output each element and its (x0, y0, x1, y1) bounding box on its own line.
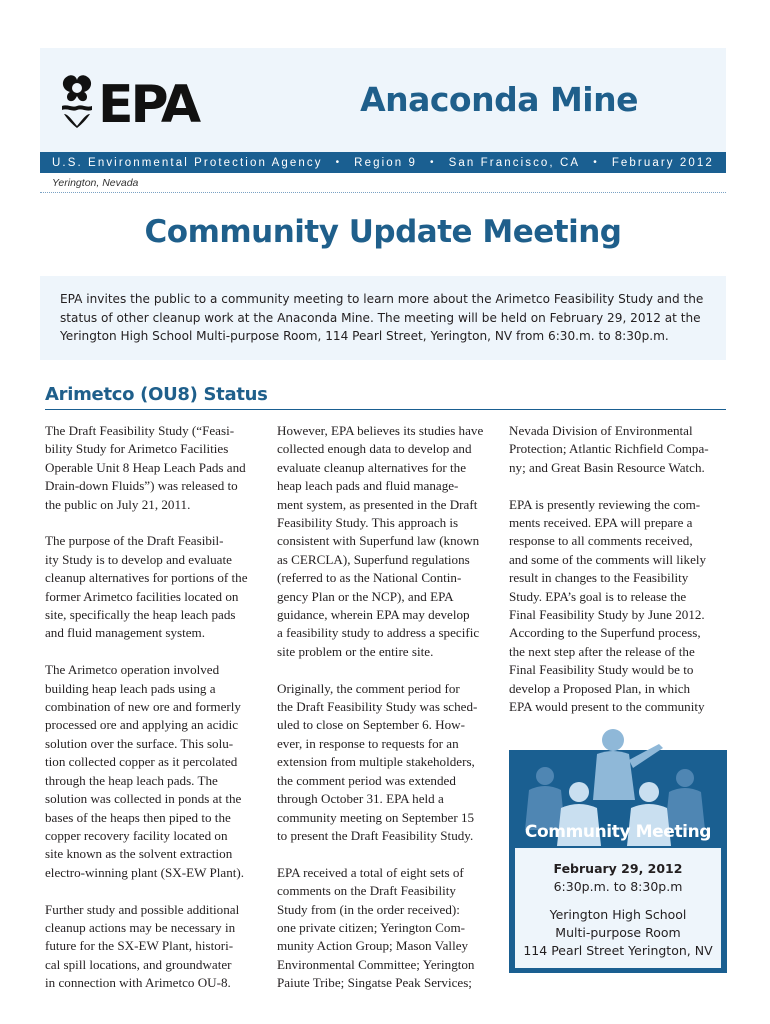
text-line: Environmental Committee; Yerington (277, 956, 475, 972)
text-column-3 (509, 422, 727, 735)
text-line: cleanup actions may be necessary in (45, 919, 236, 935)
text-line: heap leach pads and fluid manage- (277, 478, 459, 494)
paragraph (277, 680, 499, 846)
banner-separator: • (430, 157, 436, 168)
epa-flower-logo-icon (60, 70, 260, 128)
meeting-venue: Yerington High School (549, 907, 687, 922)
text-line: EPA is presently reviewing the com- (509, 496, 701, 512)
card-title: Community Meeting (524, 822, 712, 842)
text-line: Study. EPA’s goal is to release the (509, 588, 687, 604)
text-line: Originally, the comment period for (277, 680, 460, 696)
meeting-address: 114 Pearl Street Yerington, NV (523, 943, 713, 958)
banner-city: San Francisco, CA (448, 156, 581, 169)
paragraph (45, 532, 265, 642)
text-line: electro-winning plant (SX-EW Plant). (45, 864, 245, 880)
text-line: EPA received a total of eight sets of (277, 864, 464, 880)
text-line: ity Study is to develop and evaluate (45, 551, 232, 567)
text-line: extension from multiple stakeholders, (277, 754, 475, 770)
invitation-line: EPA invites the public to a community meeting to learn more about the Arimetco Feasibility Study and the (60, 292, 704, 306)
text-column-2 (277, 422, 499, 1011)
text-line: Operable Unit 8 Heap Leach Pads and (45, 459, 246, 475)
text-line: The Draft Feasibility Study (“Feasi- (45, 423, 235, 438)
text-line: cleanup alternatives for portions of the (45, 570, 248, 586)
paragraph (45, 901, 265, 993)
text-line: According to the Superfund process, (509, 625, 701, 641)
text-line: collected enough data to develop and (277, 441, 472, 457)
text-line: guidance, wherein EPA may develop (277, 607, 470, 623)
text-line: to present the Draft Feasibility Study. (277, 827, 474, 843)
text-line: Final Feasibility Study by June 2012. (509, 607, 705, 623)
text-line: result in changes to the Feasibility (509, 570, 689, 586)
text-line: ny; and Great Basin Resource Watch. (509, 459, 705, 475)
text-line: develop a Proposed Plan, in which (509, 680, 691, 696)
epa-logo (60, 70, 260, 128)
text-line: EPA would present to the community (509, 699, 705, 715)
paragraph (45, 661, 265, 882)
page-headline: Community Update Meeting (144, 214, 622, 250)
text-line: the comment period was extended (277, 772, 456, 788)
text-line: site problem or the entire site. (277, 643, 434, 659)
meeting-time: 6:30p.m. to 8:30p.m (553, 879, 683, 894)
invitation-box (40, 276, 726, 360)
text-line: (referred to as the National Contin- (277, 570, 462, 586)
text-line: site, specifically the heap leach pads (45, 607, 236, 623)
card-details (515, 848, 721, 968)
banner-agency: U.S. Environmental Protection Agency (52, 156, 323, 169)
text-line: comments on the Draft Feasibility (277, 883, 456, 899)
meeting-room: Multi-purpose Room (555, 925, 681, 940)
text-line: bases of the heaps then piped to the (45, 809, 231, 825)
text-line: and fluid management system. (45, 625, 205, 641)
text-line: through October 31. EPA held a (277, 791, 444, 807)
text-line: the next step after the release of the (509, 643, 695, 659)
meeting-date: February 29, 2012 (553, 861, 683, 876)
text-line: a feasibility study to address a specific (277, 625, 480, 641)
text-line: the Draft Feasibility Study was sched- (277, 699, 478, 715)
text-line: and some of the comments will likely (509, 551, 707, 567)
text-line: processed ore and applying an acidic (45, 717, 239, 733)
text-line: evaluate cleanup alternatives for the (277, 459, 467, 475)
text-line: through the heap leach pads. The (45, 772, 218, 788)
banner-separator: • (335, 157, 342, 168)
paragraph (509, 496, 727, 717)
text-line: Protection; Atlantic Richfield Compa- (509, 441, 709, 457)
text-line: Study from (in the order received): (277, 901, 460, 917)
logo-wordmark: EPA (98, 75, 199, 128)
text-line: ments received. EPA will prepare a (509, 515, 693, 531)
meeting-card (509, 720, 727, 973)
text-line: as CERCLA), Superfund regulations (277, 551, 470, 567)
text-line: munity Action Group; Mason Valley (277, 938, 469, 954)
text-line: Nevada Division of Environmental (509, 423, 693, 438)
location-label: Yerington, Nevada (52, 177, 139, 189)
dotted-divider (40, 192, 726, 193)
banner-separator: • (593, 157, 599, 168)
text-line: ever, in response to requests for an (277, 735, 459, 751)
paragraph (509, 422, 727, 477)
text-line: the public on July 21, 2011. (45, 496, 191, 512)
text-line: future for the SX-EW Plant, histori- (45, 938, 234, 954)
text-line: The purpose of the Draft Feasibil- (45, 533, 224, 549)
text-line: solution was collected in ponds at the (45, 791, 242, 807)
section-rule (45, 409, 726, 410)
text-line: Paiute Tribe; Singatse Peak Services; (277, 975, 472, 991)
text-line: ment system, as presented in the Draft (277, 496, 478, 512)
paragraph (277, 864, 499, 993)
section-heading: Arimetco (OU8) Status (45, 384, 268, 405)
text-line: response to all comments received, (509, 533, 693, 549)
text-line: in connection with Arimetco OU-8. (45, 975, 231, 991)
agency-banner (40, 152, 726, 173)
text-line: consistent with Superfund law (known (277, 533, 480, 549)
paragraph (45, 422, 265, 514)
invitation-line: Yerington High School Multi-purpose Room, 114 Pearl Street, Yerington, NV from 6:30.m. to 8:30p.m. (60, 329, 669, 343)
text-line: site known as the solvent extraction (45, 846, 233, 862)
text-column-1 (45, 422, 265, 1011)
text-line: one private citizen; Yerington Com- (277, 919, 466, 935)
invitation-line: status of other cleanup work at the Anaconda Mine. The meeting will be held on February 29, 2012 at the (60, 310, 701, 325)
text-line: solution over the surface. This solu- (45, 735, 234, 751)
text-line: gency Plan or the NCP), and EPA (277, 588, 454, 604)
text-line: copper recovery facility located on (45, 827, 228, 843)
text-line: Feasibility Study. This approach is (277, 515, 459, 531)
text-line: Further study and possible additional (45, 901, 240, 917)
text-line: Final Feasibility Study would be to (509, 662, 694, 678)
paragraph (277, 422, 499, 661)
text-line: Drain-down Fluids”) was released to (45, 478, 238, 494)
text-line: However, EPA believes its studies have (277, 423, 484, 438)
banner-date: February 2012 (611, 156, 714, 169)
text-line: The Arimetco operation involved (45, 662, 220, 678)
text-line: building heap leach pads using a (45, 680, 216, 696)
text-line: uled to close on September 6. How- (277, 717, 465, 733)
text-line: former Arimetco facilities located on (45, 588, 239, 604)
text-line: combination of new ore and formerly (45, 699, 241, 715)
banner-region: Region 9 (354, 156, 418, 169)
text-line: cal spill locations, and groundwater (45, 956, 232, 972)
masthead (40, 48, 726, 173)
text-line: bility Study for Arimetco Facilities (45, 441, 229, 457)
text-line: community meeting on September 15 (277, 809, 475, 825)
text-line: tion collected copper as it percolated (45, 754, 238, 770)
document-title: Anaconda Mine (360, 80, 638, 119)
